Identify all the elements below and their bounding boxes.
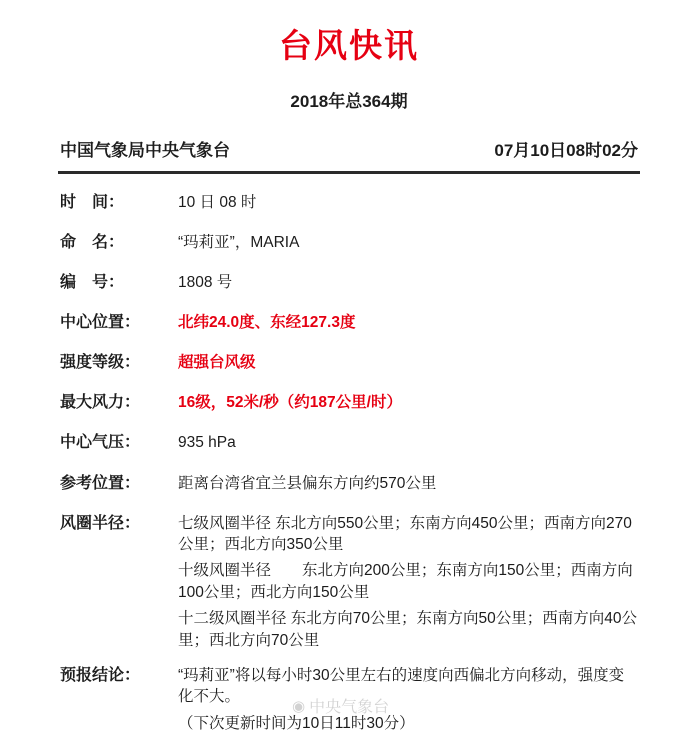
- watermark-text: 中央气象台: [309, 699, 390, 716]
- agency-name: 中国气象局中央气象台: [60, 141, 230, 160]
- field-label-wind-radius: 风圈半径：: [60, 514, 141, 532]
- field-row-pressure: [60, 432, 638, 454]
- field-row-forecast: [60, 665, 638, 734]
- wind-radius-level7: 七级风圈半径 东北方向550公里；东南方向450公里；西南方向270公里；西北方向350公里: [178, 514, 632, 553]
- field-row-max-wind: [60, 392, 638, 414]
- field-label-reference-position: 参考位置：: [60, 474, 141, 492]
- field-value-forecast: [178, 665, 638, 734]
- bulletin-header: [58, 136, 640, 174]
- field-row-wind-radius: [60, 513, 638, 651]
- field-value-number: 1808 号: [178, 274, 233, 292]
- field-label-center-position: 中心位置：: [60, 314, 141, 332]
- forecast-conclusion: “玛莉亚”将以每小时30公里左右的速度向西偏北方向移动，强度变化不大。: [178, 666, 625, 706]
- field-row-intensity: [60, 352, 638, 374]
- field-label-name: 命 名：: [60, 234, 125, 252]
- field-value-time: 10 日 08 时: [178, 194, 257, 211]
- field-value-pressure: 935 hPa: [178, 434, 236, 452]
- field-label-intensity: 强度等级：: [60, 354, 141, 372]
- field-value-center-position: 北纬24.0度、东经127.3度: [178, 314, 356, 332]
- field-row-time: [60, 192, 638, 214]
- field-label-time: 时 间：: [60, 194, 125, 211]
- field-list: [58, 192, 640, 734]
- issue-datetime: 07月10日08时02分: [494, 141, 638, 160]
- page-title: 台风快讯: [279, 27, 419, 64]
- field-value-name: “玛莉亚”，MARIA: [178, 234, 300, 252]
- wind-radius-level12: 十二级风圈半径 东北方向70公里；东南方向50公里；西南方向40公里；西北方向70公里: [178, 610, 638, 649]
- field-label-max-wind: 最大风力：: [60, 394, 141, 412]
- field-label-pressure: 中心气压：: [60, 434, 141, 452]
- weibo-logo-icon: ◉: [292, 697, 306, 715]
- next-update-time: （下次更新时间为10日11时30分）: [178, 714, 415, 732]
- field-row-center-position: [60, 312, 638, 334]
- field-label-number: 编 号：: [60, 274, 125, 292]
- field-row-reference-position: [60, 473, 638, 495]
- wind-radius-level10: 十级风圈半径 东北方向200公里；东南方向150公里；西南方向100公里；西北方向150公里: [178, 562, 633, 601]
- field-row-number: [60, 272, 638, 294]
- field-value-intensity: 超强台风级: [178, 354, 256, 372]
- field-label-forecast: 预报结论：: [60, 666, 141, 684]
- field-row-name: [60, 232, 638, 254]
- field-value-reference-position: 距离台湾省宜兰县偏东方向约570公里: [178, 474, 437, 492]
- field-value-max-wind: 16级，52米/秒（约187公里/时）: [178, 394, 402, 412]
- field-value-wind-radius: [178, 513, 638, 651]
- issue-number: 2018年总364期: [290, 92, 408, 111]
